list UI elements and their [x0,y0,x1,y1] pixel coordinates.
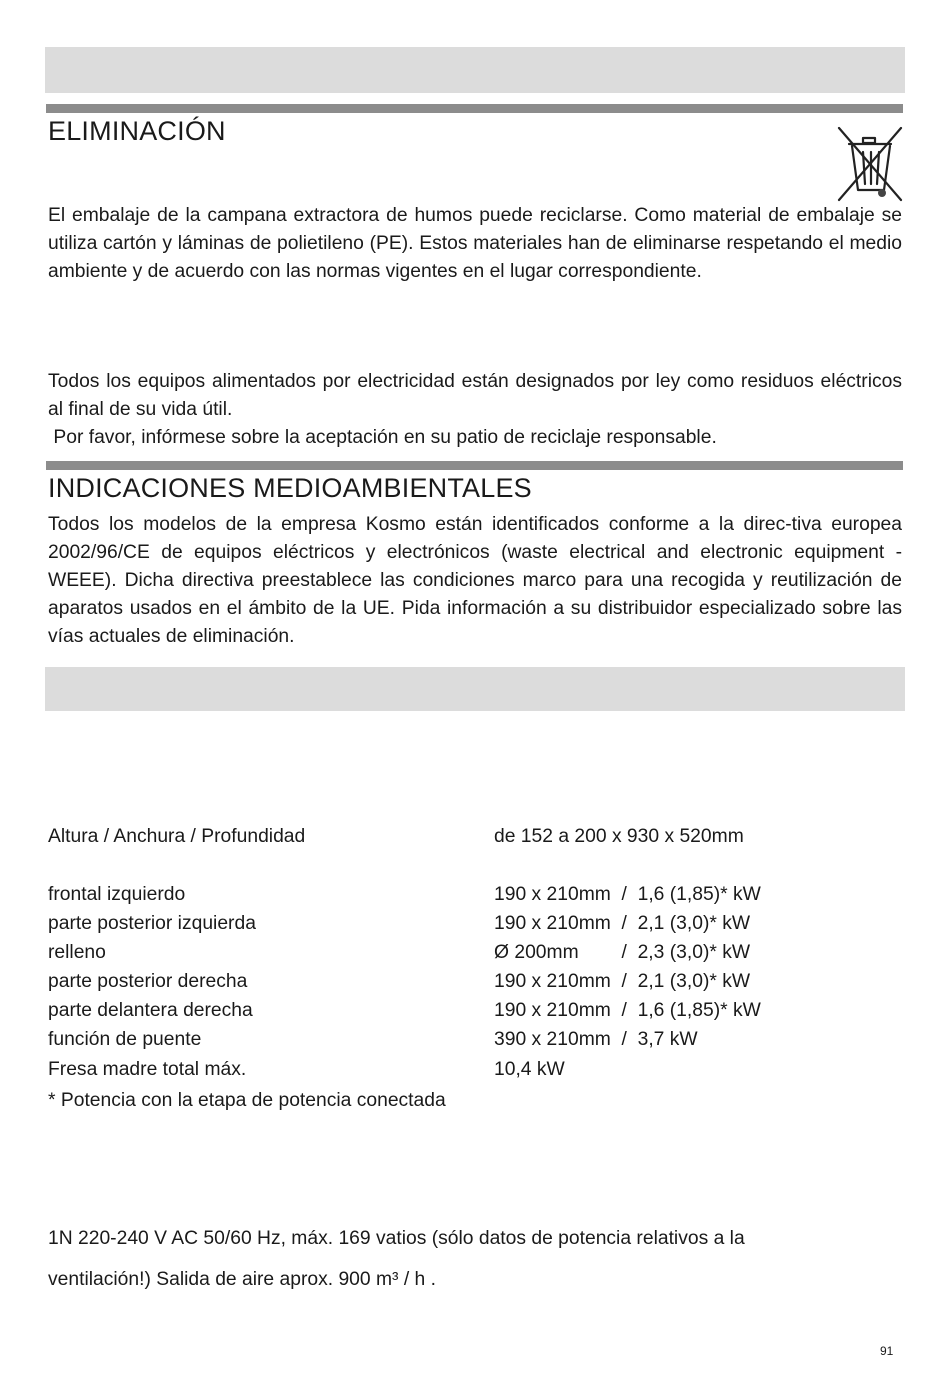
spec-value: 190 x 210mm / 2,1 (3,0)* kW [494,971,751,992]
spec-value: 190 x 210mm / 1,6 (1,85)* kW [494,884,761,905]
spec-label: parte posterior derecha [48,971,248,992]
spec-label: parte posterior izquierda [48,913,256,934]
spec-footnote: * Potencia con la etapa de potencia conectada [48,1090,446,1111]
section-rule [46,461,903,470]
spec-value: 10,4 kW [494,1059,565,1080]
recycling-note: Por favor, infórmese sobre la aceptación en su patio de reciclaje responsable. [48,427,717,448]
packaging-paragraph: El embalaje de la campana extractora de humos puede reciclarse. Como material de embalaje se utiliza cartón y láminas de polietileno (PE). Estos materiales han de eliminarse respetando el medio ambiente y de acuerdo con las normas vigentes en el lugar correspondiente. [48,205,902,282]
spec-value: 190 x 210mm / 2,1 (3,0)* kW [494,913,751,934]
spec-label: Fresa madre total máx. [48,1059,247,1080]
dimensions-value: de 152 a 200 x 930 x 520mm [494,826,744,847]
environment-heading: INDICACIONES MEDIOAMBIENTALES [48,473,532,503]
spec-value: 190 x 210mm / 1,6 (1,85)* kW [494,1000,761,1021]
elimination-heading: ELIMINACIÓN [48,116,226,146]
header-band [45,47,905,93]
environment-paragraph: Todos los modelos de la empresa Kosmo están identificados conforme a la direc-tiva europea 2002/96/CE de equipos eléctricos y electrónicos (waste electrical and electronic equipment - WEEE). Dicha directiva preestablece las condiciones marco para una recogida y reutilización de aparatos usados en el ámbito de la UE. Pida información a su distribuidor especializado sobre las vías actuales de eliminación. [48,514,902,647]
spec-value: Ø 200mm / 2,3 (3,0)* kW [494,942,751,963]
crossed-out-wheelie-bin-icon [835,124,905,204]
section-band [45,667,905,711]
electrical-line-1: 1N 220-240 V AC 50/60 Hz, máx. 169 vatios (sólo datos de potencia relativos a la [48,1228,745,1249]
spec-label: frontal izquierdo [48,884,186,905]
section-rule [46,104,903,113]
dimensions-label: Altura / Anchura / Profundidad [48,826,306,847]
page-number: 91 [880,1344,894,1358]
spec-value: 390 x 210mm / 3,7 kW [494,1029,698,1050]
spec-label: función de puente [48,1029,202,1050]
spec-label: relleno [48,942,106,963]
electrical-waste-paragraph: Todos los equipos alimentados por electricidad están designados por ley como residuos eléctricos al final de su vida útil. [48,371,902,420]
electrical-line-2: ventilación!) Salida de aire aprox. 900 m³ / h . [48,1269,436,1290]
spec-label: parte delantera derecha [48,1000,253,1021]
